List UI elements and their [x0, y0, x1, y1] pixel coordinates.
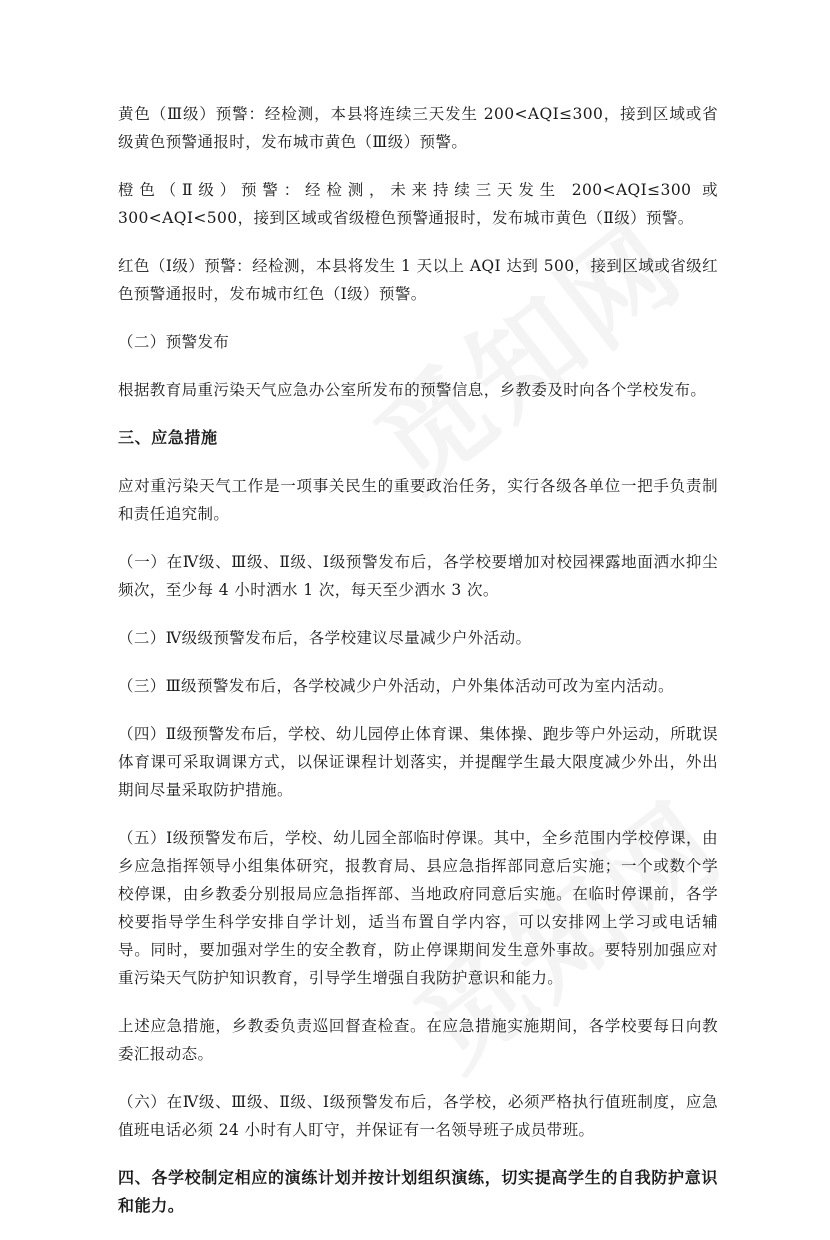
- section-heading-emergency-measures: 三、应急措施: [118, 428, 218, 447]
- paragraph-supervision: 上述应急措施，乡教委负责巡回督查检查。在应急措施实施期间，各学校要每日向教委汇报动态。: [118, 1017, 718, 1063]
- paragraph-measure-3: （三）Ⅲ级预警发布后，各学校减少户外活动，户外集体活动可改为室内活动。: [118, 677, 674, 695]
- paragraph-measure-1: （一）在Ⅳ级、Ⅲ级、Ⅱ级、Ⅰ级预警发布后，各学校要增加对校园裸露地面洒水抑尘频次，至少每 4 小时洒水 1 次，每天至少洒水 3 次。: [118, 553, 718, 599]
- paragraph-yellow-warning: 黄色（Ⅲ级）预警：经检测，本县将连续三天发生 200<AQI≤300，接到区域或省级黄色预警通报时，发布城市黄色（Ⅲ级）预警。: [118, 105, 718, 151]
- paragraph-responsibility: 应对重污染天气工作是一项事关民生的重要政治任务，实行各级各单位一把手负责制和责任追究制。: [118, 477, 718, 523]
- paragraph-warning-release: 根据教育局重污染天气应急办公室所发布的预警信息，乡教委及时向各个学校发布。: [118, 381, 707, 399]
- paragraph-orange-warning: 橙色（Ⅱ级）预警：经检测，未来持续三天发生 200<AQI≤300 或 300<AQI<500，接到区域或省级橙色预警通报时，发布城市黄色（Ⅱ级）预警。: [118, 181, 718, 227]
- section-heading-drills: 四、各学校制定相应的演练计划并按计划组织演练，切实提高学生的自我防护意识和能力。: [118, 1168, 718, 1215]
- paragraph-measure-5: （五）Ⅰ级预警发布后，学校、幼儿园全部临时停课。其中，全乡范围内学校停课，由乡应急指挥领导小组集体研究，报教育局、县应急指挥部同意后实施；一个或数个学校停课，由乡教委分别报局应急指挥部、当地政府同意后实施。在临时停课前，各学校要指导学生科学安排自学计划，适当布置自学内容，可以安排网上学习或电话辅导。同时，要加强对学生的安全教育，防止停课期间发生意外事故。要特别加强应对重污染天气防护知识教育，引导学生增强自我防护意识和能力。: [118, 829, 718, 987]
- paragraph-red-warning: 红色（Ⅰ级）预警：经检测，本县将发生 1 天以上 AQI 达到 500，接到区域或省级红色预警通报时，发布城市红色（Ⅰ级）预警。: [118, 257, 718, 303]
- paragraph-measure-6: （六）在Ⅳ级、Ⅲ级、Ⅱ级、Ⅰ级预警发布后，各学校，必须严格执行值班制度，应急值班电话必须 24 小时有人盯守，并保证有一名领导班子成员带班。: [118, 1093, 718, 1139]
- subheading-warning-release: （二）预警发布: [118, 333, 230, 351]
- paragraph-measure-2: （二）Ⅳ级级预警发布后，各学校建议尽量减少户外活动。: [118, 629, 532, 647]
- document-body: [118, 100, 718, 1240]
- paragraph-measure-4: （四）Ⅱ级预警发布后，学校、幼儿园停止体育课、集体操、跑步等户外运动，所耽误体育课可采取调课方式，以保证课程计划落实，并提醒学生最大限度减少外出，外出期间尽量采取防护措施。: [118, 725, 718, 799]
